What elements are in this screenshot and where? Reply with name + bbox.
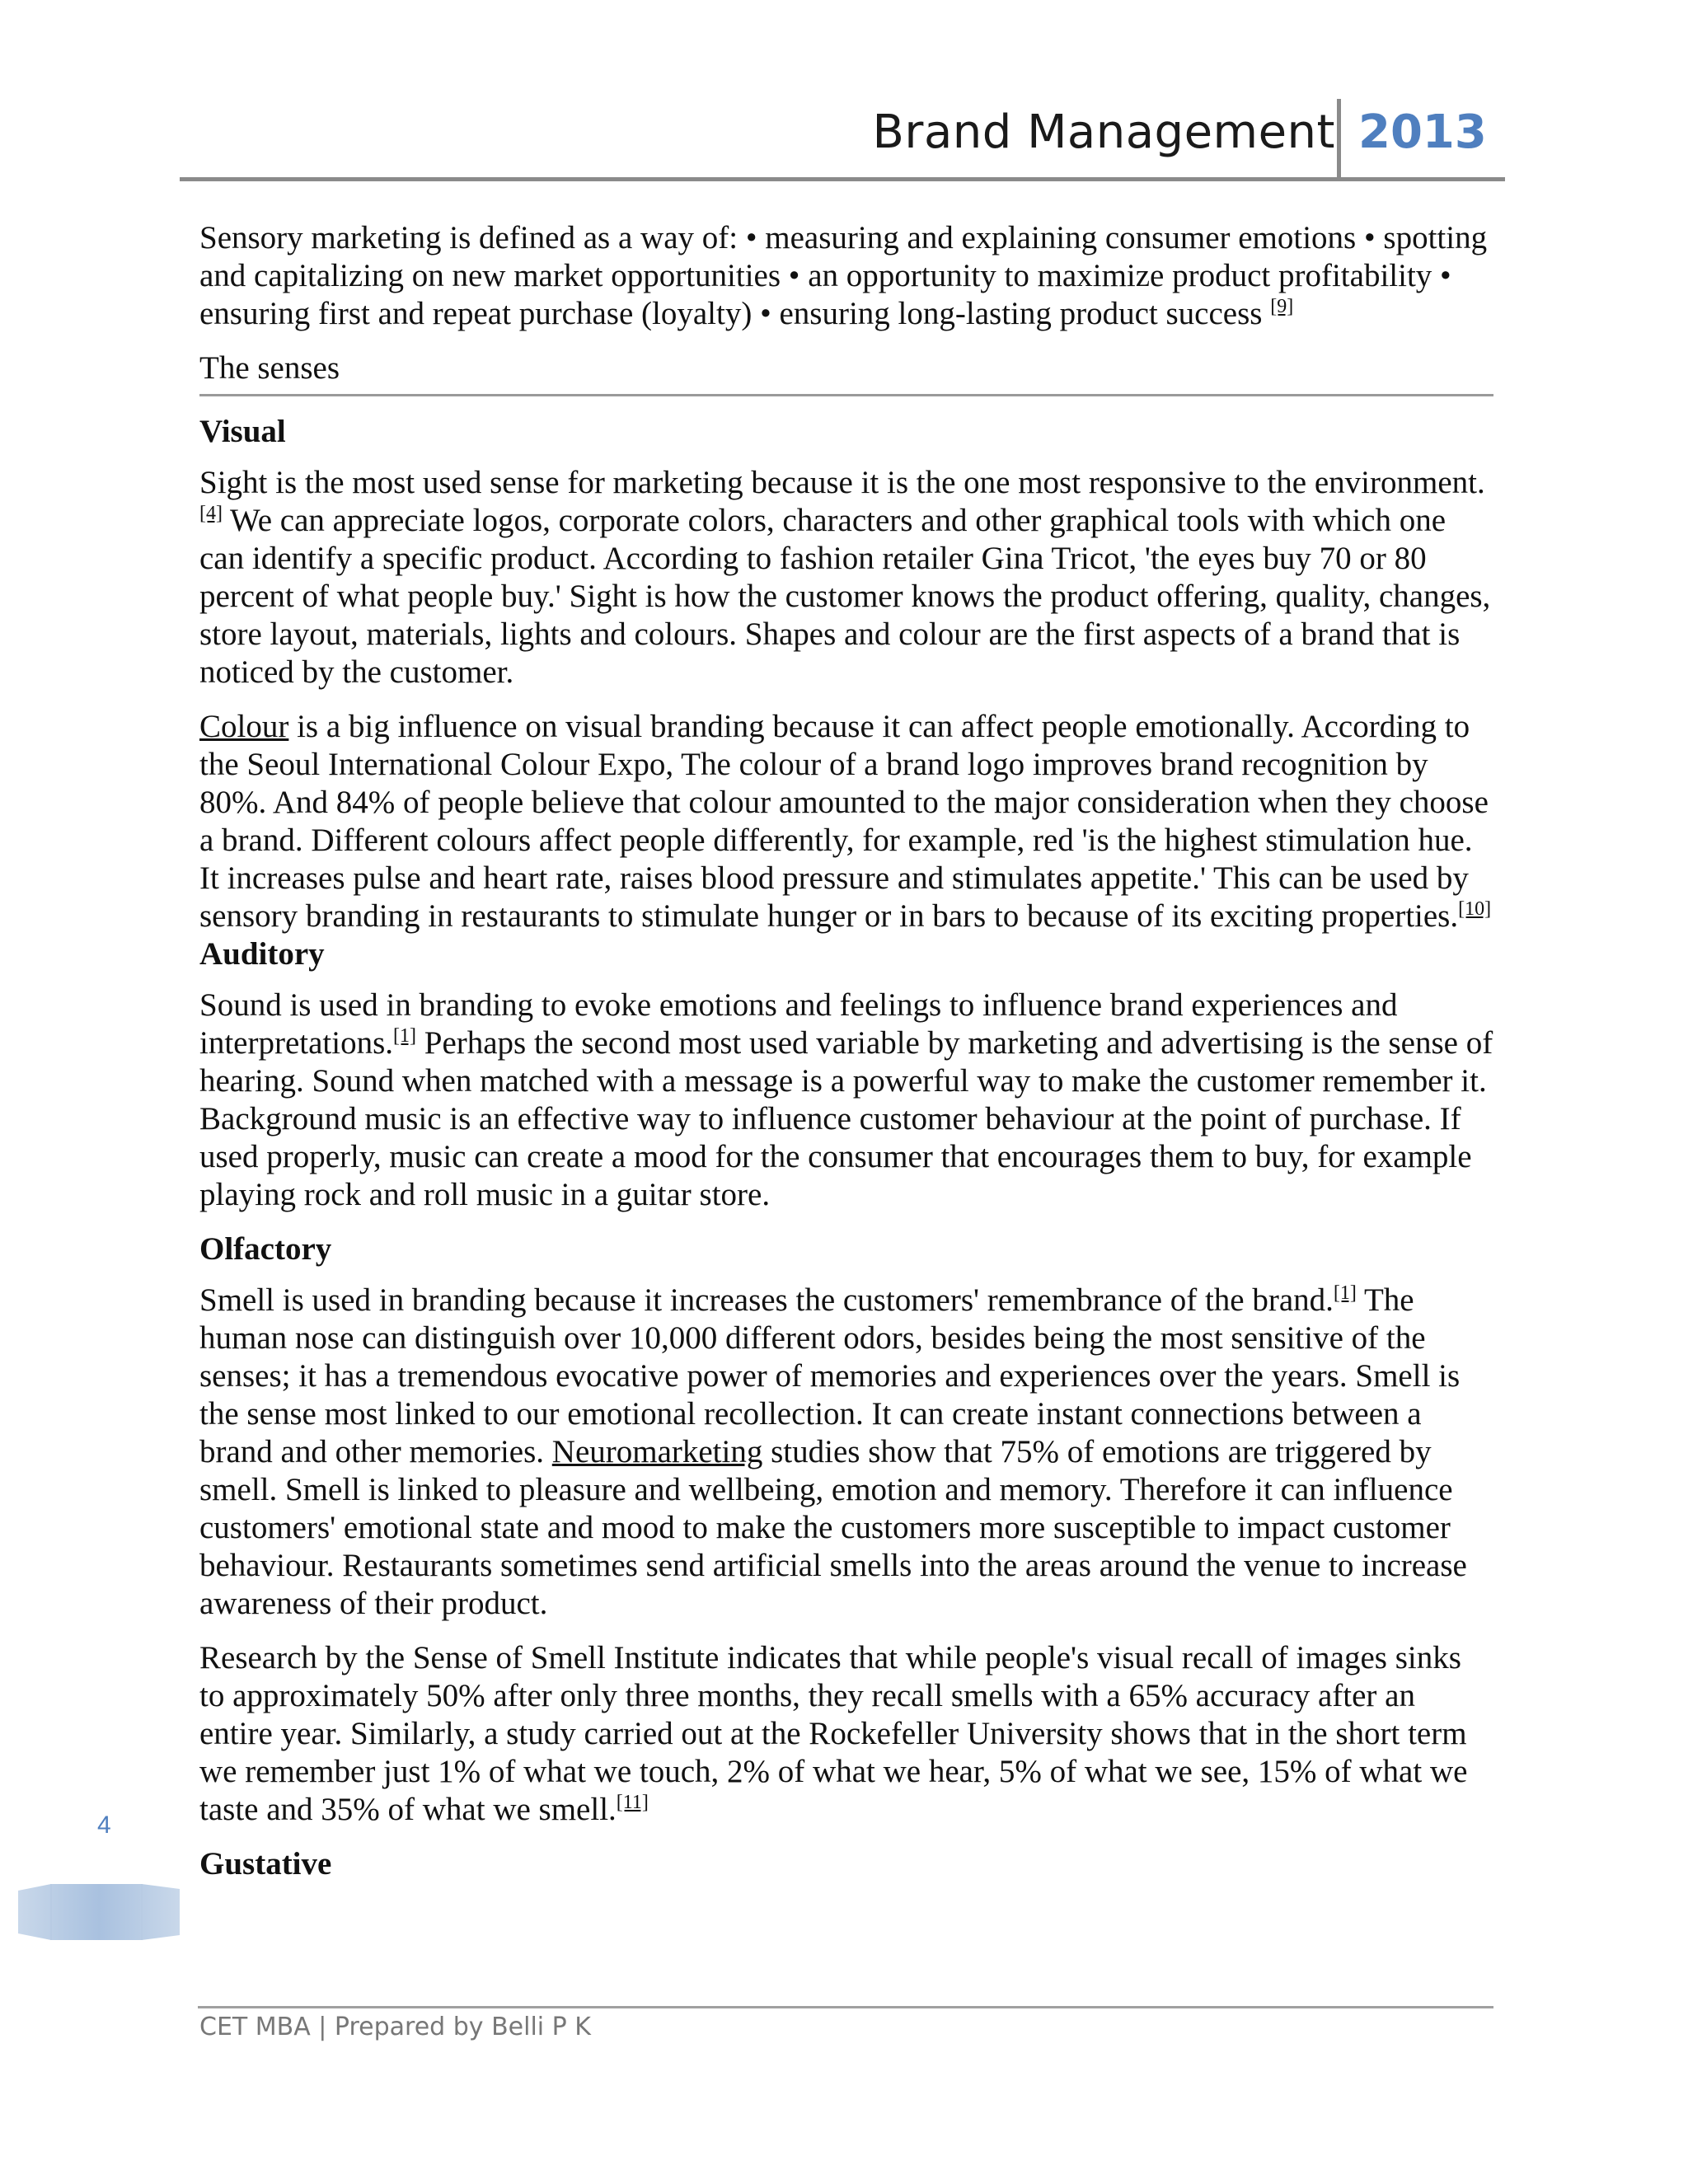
auditory-heading: Auditory — [199, 936, 325, 972]
paragraph-text: studies show that 75% of emotions are triggered by smell. Smell is linked to pleasure and wellbeing, emotion and memory. Therefore it can influence customers' emotional state and mood to make the customers more susceptible to impact customer behaviour. Restaurants sometimes send artificial smells into the areas around the venue to increase awareness of their product. — [199, 1434, 1467, 1621]
footnote-ref[interactable]: [10] — [1458, 898, 1492, 920]
visual-paragraph-2 — [199, 708, 1493, 935]
page-body — [199, 219, 1493, 1896]
senses-heading: The senses — [199, 349, 1493, 396]
page-number: 4 — [97, 1811, 111, 1839]
paragraph-text: Smell is used in branding because it increases the customers' remembrance of the brand. — [199, 1282, 1334, 1318]
olfactory-heading: Olfactory — [199, 1231, 332, 1267]
header-separator — [1337, 99, 1341, 181]
olfactory-paragraph-2 — [199, 1639, 1493, 1829]
document-title: Brand Management — [872, 105, 1335, 159]
document-year: 2013 — [1358, 105, 1487, 159]
footer-text: CET MBA | Prepared by Belli P K — [199, 2013, 591, 2041]
neuromarketing-link[interactable]: Neuromarketing — [551, 1434, 763, 1469]
auditory-paragraph — [199, 987, 1493, 1214]
paragraph-text: Perhaps the second most used variable by marketing and advertising is the sense of hearing. Sound when matched with a message is a powerful way to make the customer remember it. Background music is an effective way to influence customer behaviour at the point of purchase. If used properly, music can create a mood for the consumer that encourages them to buy, for example playing rock and roll music in a guitar store. — [199, 1025, 1493, 1212]
paragraph-text: is a big influence on visual branding because it can affect people emotionally. According to the Seoul International Colour Expo, The colour of a brand logo improves brand recognition by 80%. And 84% of people believe that colour amounted to the major consideration when they choose a brand. Different colours affect people differently, for example, red 'is the highest stimulation hue. It increases pulse and heart rate, raises blood pressure and stimulates appetite.' This can be used by sensory branding in restaurants to stimulate hunger or in bars to because of its exciting properties. — [199, 709, 1489, 934]
paragraph-text: The human nose can distinguish over 10,000 different odors, besides being the most sensitive of the senses; it has a tremendous evocative power of memories and experiences over the years. Smell is the sense most linked to our emotional recollection. It can create instant connections between a brand and other memories. — [199, 1282, 1461, 1469]
footnote-ref[interactable]: [1] — [1333, 1282, 1357, 1304]
footnote-ref[interactable]: [9] — [1270, 296, 1294, 317]
paragraph-text: Research by the Sense of Smell Institute indicates that while people's visual recall of images sinks to approximately 50% after only three months, they recall smells with a 65% accuracy after an entire year. Similarly, a study carried out at the Rockefeller University shows that in the short term we remember just 1% of what we touch, 2% of what we hear, 5% of what we see, 15% of what we taste and 35% of what we smell. — [199, 1640, 1468, 1827]
intro-text: Sensory marketing is defined as a way of: • measuring and explaining consumer emotions • spotting and capitalizing on new market opportunities • an opportunity to maximize product profitability • ensuring first and repeat purchase (loyalty) • ensuring long-lasting product success — [199, 220, 1488, 331]
paragraph-text: Sight is the most used sense for marketing because it is the one most responsive to the environment. — [199, 465, 1485, 500]
visual-heading: Visual — [199, 414, 286, 449]
paragraph-text: We can appreciate logos, corporate colors, characters and other graphical tools with which one can identify a specific product. According to fashion retailer Gina Tricot, 'the eyes buy 70 or 80 percent of what people buy.' Sight is how the customer knows the product offering, quality, changes, store layout, materials, lights and colours. Shapes and colour are the first aspects of a brand that is noticed by the customer. — [199, 503, 1491, 690]
gustative-heading: Gustative — [199, 1846, 332, 1882]
footnote-ref[interactable]: [11] — [616, 1792, 649, 1813]
olfactory-paragraph-1 — [199, 1282, 1493, 1623]
visual-paragraph-1 — [199, 464, 1493, 691]
header-rule — [180, 177, 1505, 181]
intro-paragraph — [199, 219, 1493, 333]
paragraph-text: Sound is used in branding to evoke emotions and feelings to influence brand experiences and interpretations. — [199, 987, 1398, 1061]
colour-link[interactable]: Colour — [199, 709, 289, 744]
page-tab-decoration — [18, 1881, 180, 1943]
footer-rule — [198, 2006, 1493, 2008]
footnote-ref[interactable]: [4] — [199, 503, 223, 524]
footnote-ref[interactable]: [1] — [393, 1025, 416, 1047]
